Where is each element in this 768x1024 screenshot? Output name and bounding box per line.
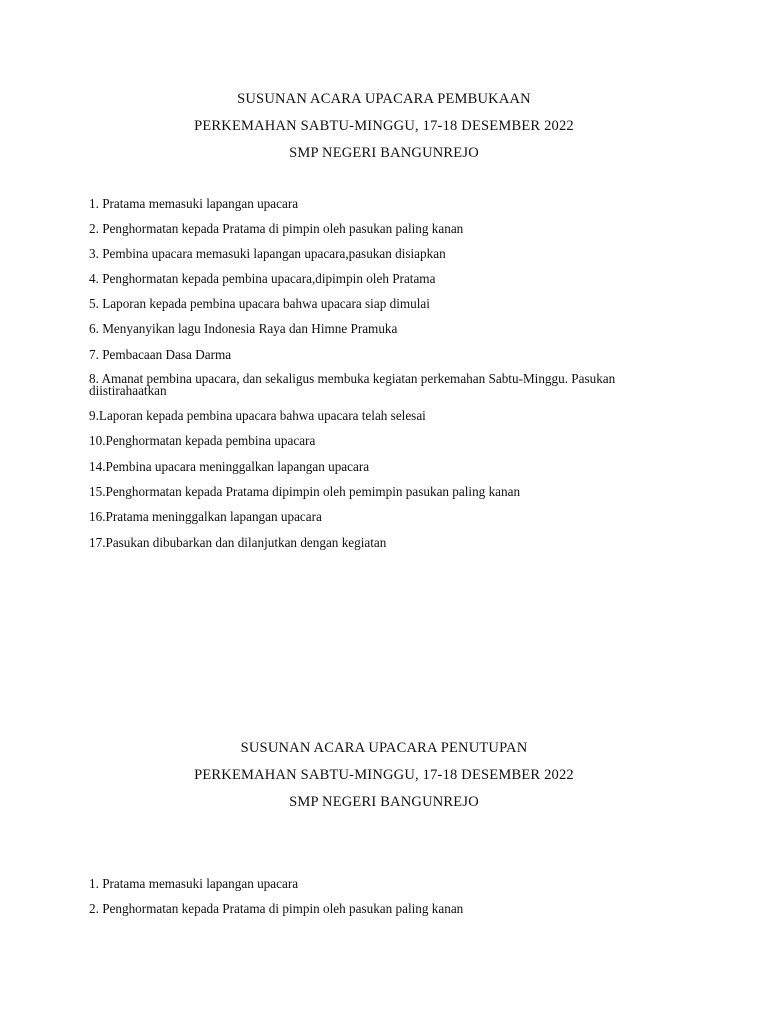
opening-school: SMP NEGERI BANGUNREJO xyxy=(289,145,479,161)
list-item: 14.Pembina upacara meninggalkan lapangan upacara xyxy=(89,459,370,474)
list-item: 4. Penghormatan kepada pembina upacara,dipimpin oleh Pratama xyxy=(89,271,436,286)
list-item: 2. Penghormatan kepada Pratama di pimpin oleh pasukan paling kanan xyxy=(89,221,464,236)
list-item: 3. Pembina upacara memasuki lapangan upacara,pasukan disiapkan xyxy=(89,246,446,261)
list-item: 6. Menyanyikan lagu Indonesia Raya dan Himne Pramuka xyxy=(89,321,398,336)
list-item: 9.Laporan kepada pembina upacara bahwa upacara telah selesai xyxy=(89,408,426,423)
list-item: 1. Pratama memasuki lapangan upacara xyxy=(89,876,299,891)
closing-event: PERKEMAHAN SABTU-MINGGU, 17-18 DESEMBER 2022 xyxy=(194,767,574,783)
list-item: 7. Pembacaan Dasa Darma xyxy=(89,347,232,362)
list-item: 16.Pratama meninggalkan lapangan upacara xyxy=(89,509,322,524)
list-item: 17.Pasukan dibubarkan dan dilanjutkan dengan kegiatan xyxy=(89,535,387,550)
closing-title: SUSUNAN ACARA UPACARA PENUTUPAN xyxy=(240,740,528,756)
list-item: 8. Amanat pembina upacara, dan sekaligus membuka kegiatan perkemahan Sabtu-Minggu. Pasukan diistirahaatkan xyxy=(89,371,616,398)
opening-title: SUSUNAN ACARA UPACARA PEMBUKAAN xyxy=(237,91,531,107)
list-item: 10.Penghormatan kepada pembina upacara xyxy=(89,433,316,448)
list-item: 5. Laporan kepada pembina upacara bahwa upacara siap dimulai xyxy=(89,296,430,311)
opening-event: PERKEMAHAN SABTU-MINGGU, 17-18 DESEMBER 2022 xyxy=(194,118,574,134)
list-item: 1. Pratama memasuki lapangan upacara xyxy=(89,196,299,211)
list-item: 2. Penghormatan kepada Pratama di pimpin oleh pasukan paling kanan xyxy=(89,901,464,916)
closing-school: SMP NEGERI BANGUNREJO xyxy=(289,794,479,810)
list-item: 15.Penghormatan kepada Pratama dipimpin oleh pemimpin pasukan paling kanan xyxy=(89,484,521,499)
